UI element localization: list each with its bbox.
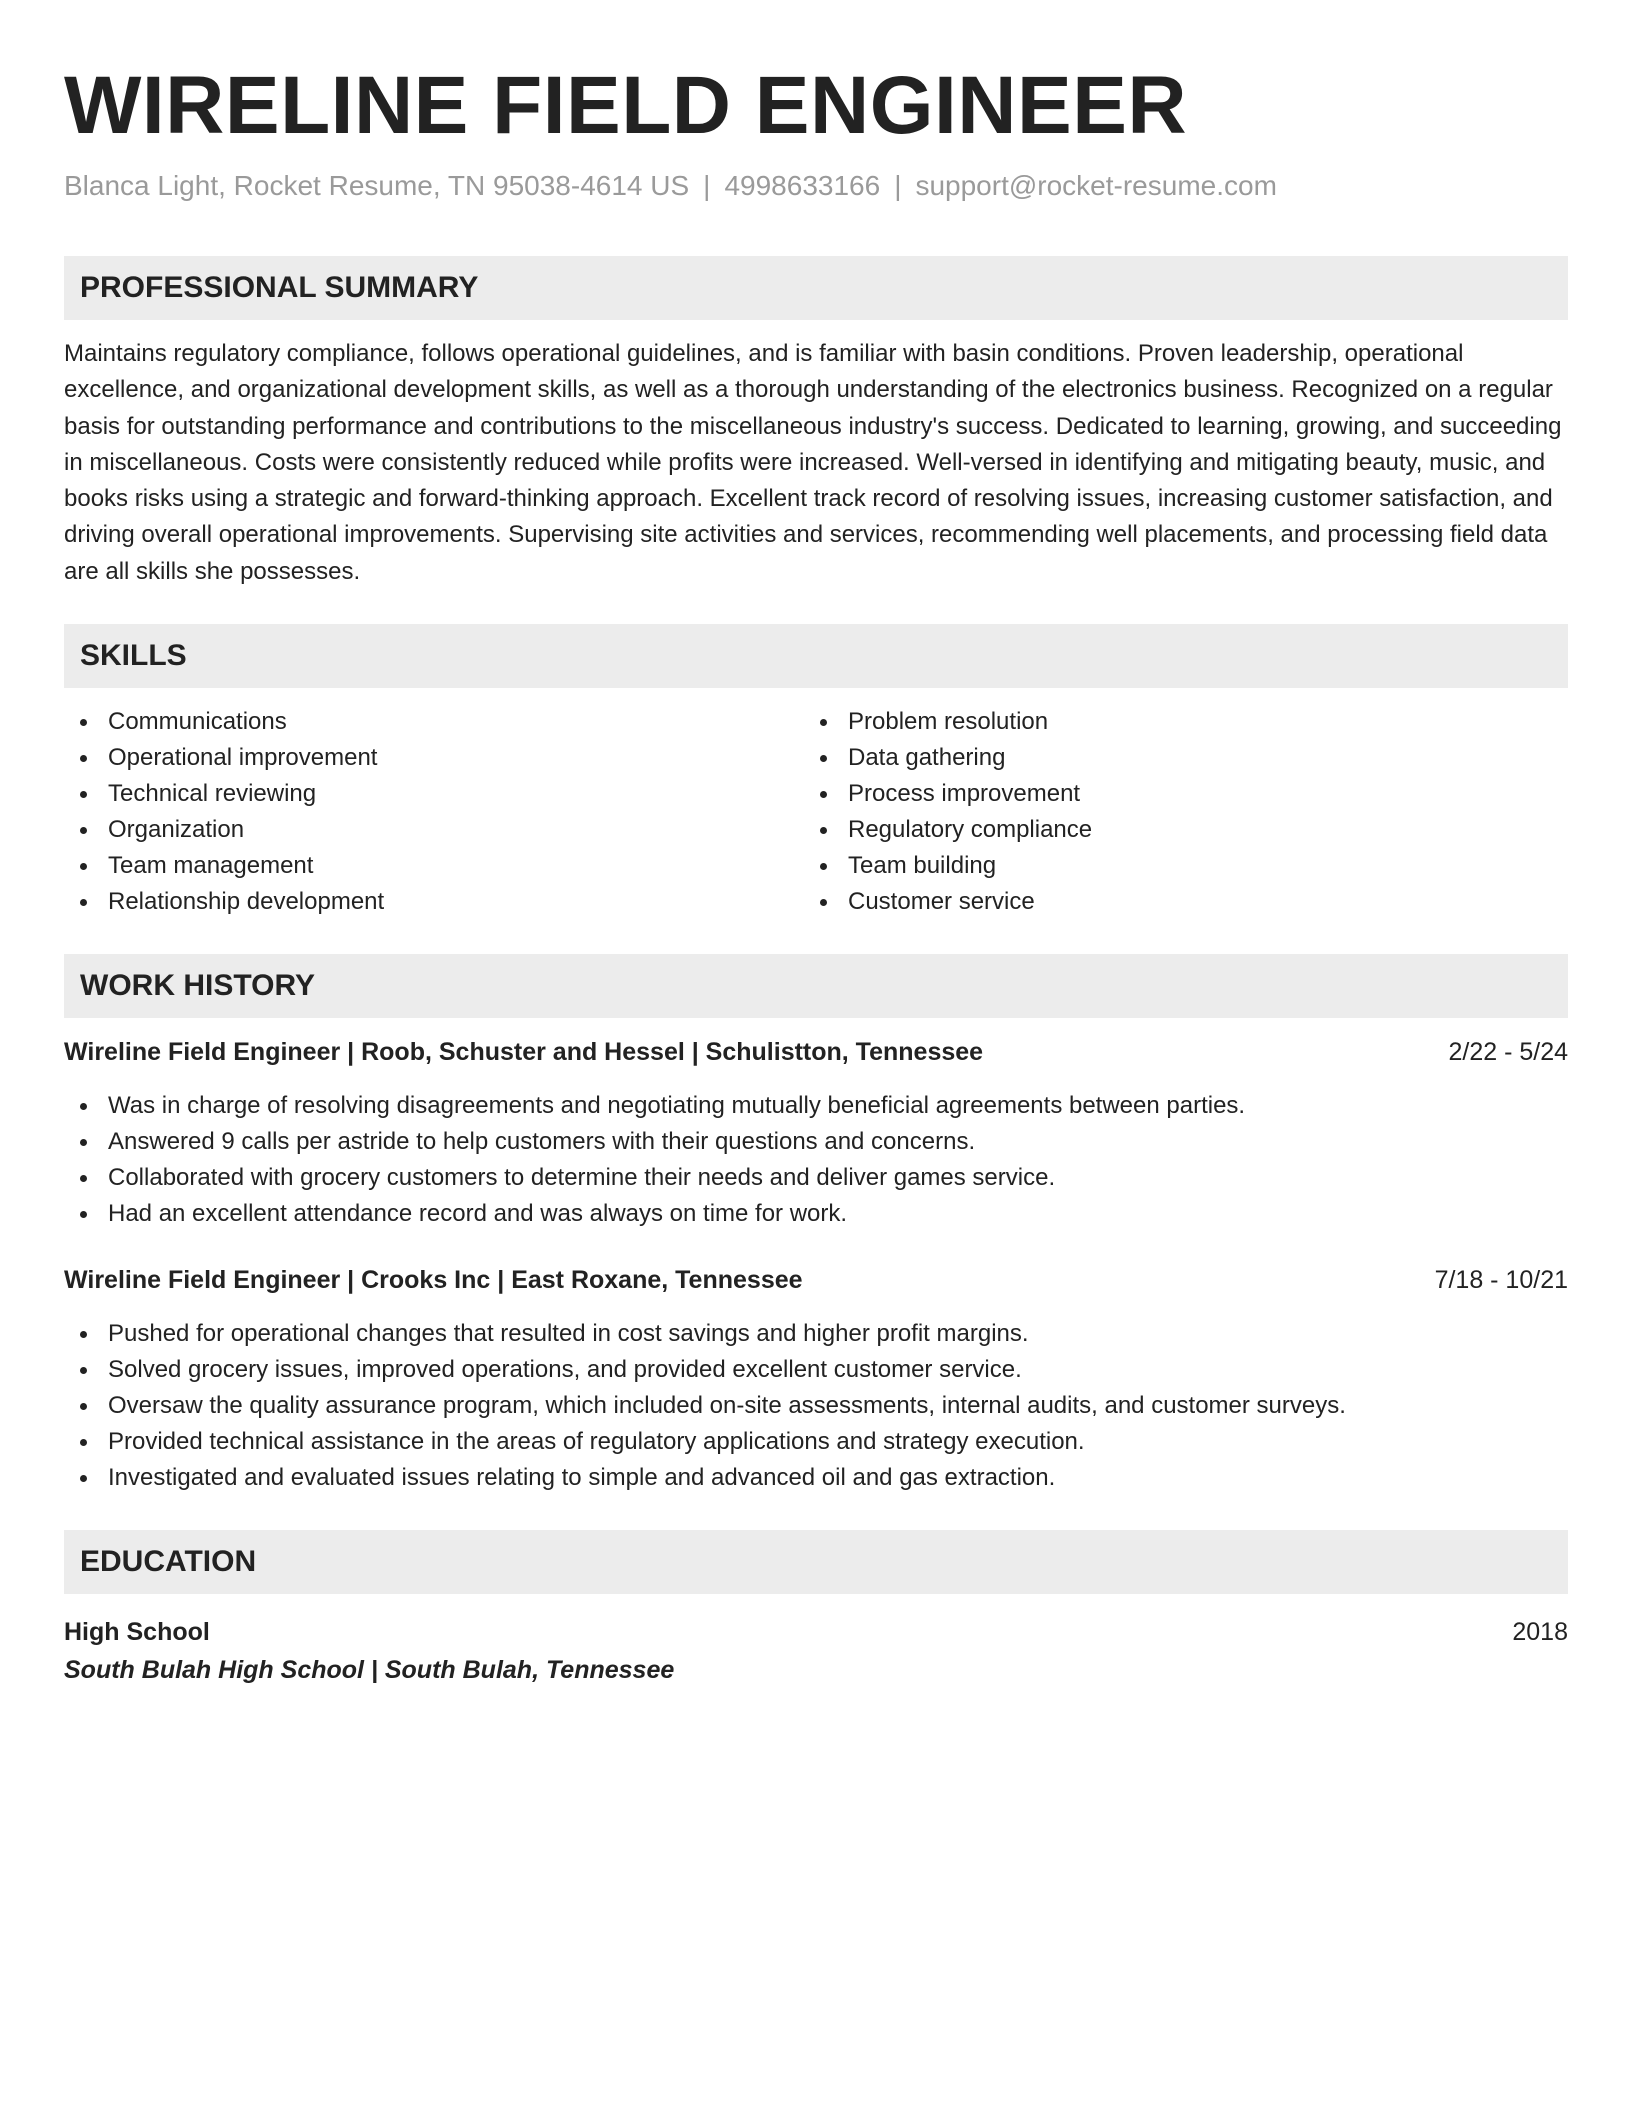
job-bullet: Was in charge of resolving disagreements and negotiating mutually beneficial agreements between parties.: [64, 1088, 1568, 1124]
job-bullet: Pushed for operational changes that resulted in cost savings and higher profit margins.: [64, 1316, 1568, 1352]
job-title: Wireline Field Engineer | Roob, Schuster and Hessel | Schulistton, Tennessee: [64, 1038, 984, 1067]
job-title: Wireline Field Engineer | Crooks Inc | East Roxane, Tennessee: [64, 1266, 803, 1295]
skill-item: Process improvement: [804, 776, 1564, 812]
job-bullet: Provided technical assistance in the areas of regulatory applications and strategy execution.: [64, 1424, 1568, 1460]
contact-email: support@rocket-resume.com: [915, 170, 1277, 201]
section-header-skills: SKILLS: [64, 624, 1568, 688]
skill-item: Operational improvement: [64, 740, 804, 776]
skill-item: Customer service: [804, 884, 1564, 920]
contact-phone: 4998633166: [724, 170, 881, 201]
job-bullet: Answered 9 calls per astride to help customers with their questions and concerns.: [64, 1124, 1568, 1160]
skill-item: Communications: [64, 704, 804, 740]
job-bullet: Oversaw the quality assurance program, which included on-site assessments, internal audits, and customer surveys.: [64, 1388, 1568, 1424]
job-bullet: Investigated and evaluated issues relating to simple and advanced oil and gas extraction.: [64, 1460, 1568, 1496]
job-dates: 2/22 - 5/24: [1448, 1038, 1568, 1067]
skill-item: Organization: [64, 812, 804, 848]
skill-item: Data gathering: [804, 740, 1564, 776]
job-header: [64, 1034, 1568, 1070]
job-bullets: [64, 1088, 1568, 1232]
job-header: [64, 1262, 1568, 1298]
skill-item: Regulatory compliance: [804, 812, 1564, 848]
contact-line: [64, 168, 1568, 204]
job-bullet: Collaborated with grocery customers to determine their needs and deliver games service.: [64, 1160, 1568, 1196]
contact-separator: |: [894, 170, 902, 201]
section-header-summary: PROFESSIONAL SUMMARY: [64, 256, 1568, 320]
education-year: 2018: [1512, 1618, 1568, 1647]
job-dates: 7/18 - 10/21: [1434, 1266, 1568, 1295]
skills-list: [64, 704, 1568, 920]
summary-text: Maintains regulatory compliance, follows operational guidelines, and is familiar with basin conditions. Proven leadership, operational excellence, and organizational development skills, as well as a thorough understanding of the electronics business. Recognized on a regular basis for outstanding performance and contributions to the miscellaneous industry's success. Dedicated to learning, growing, and succeeding in miscellaneous. Costs were consistently reduced while profits were increased. Well-versed in identifying and mitigating beauty, music, and books risks using a strategic and forward-thinking approach. Excellent track record of resolving issues, increasing customer satisfaction, and driving overall operational improvements. Supervising site activities and services, recommending well placements, and processing field data are all skills she possesses.: [64, 340, 1562, 585]
education-header: [64, 1614, 1568, 1650]
skills-column-right: [804, 704, 1564, 920]
skill-item: Team building: [804, 848, 1564, 884]
job-bullet: Had an excellent attendance record and was always on time for work.: [64, 1196, 1568, 1232]
skill-item: Relationship development: [64, 884, 804, 920]
skills-column-left: [64, 704, 804, 920]
job-bullets: [64, 1316, 1568, 1496]
skill-item: Technical reviewing: [64, 776, 804, 812]
education-degree: High School: [64, 1618, 210, 1647]
skill-item: Problem resolution: [804, 704, 1564, 740]
skill-item: Team management: [64, 848, 804, 884]
section-header-education: EDUCATION: [64, 1530, 1568, 1594]
contact-separator: |: [703, 170, 711, 201]
job-bullet: Solved grocery issues, improved operations, and provided excellent customer service.: [64, 1352, 1568, 1388]
contact-address: Blanca Light, Rocket Resume, TN 95038-4614 US: [64, 170, 690, 201]
education-school: South Bulah High School | South Bulah, Tennessee: [64, 1656, 675, 1685]
resume-title: WIRELINE FIELD ENGINEER: [64, 60, 1188, 151]
section-header-work-history: WORK HISTORY: [64, 954, 1568, 1018]
